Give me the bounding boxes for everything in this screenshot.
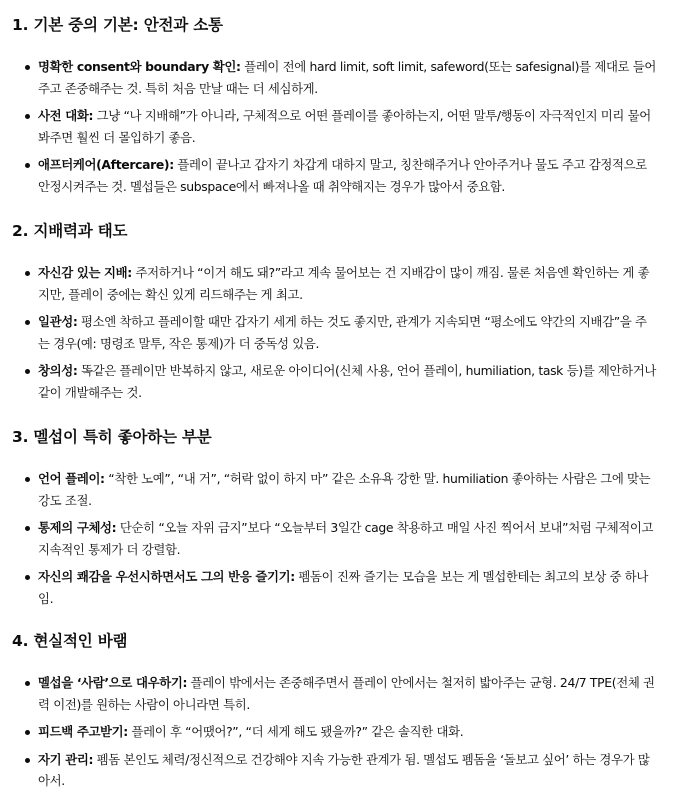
bullet-dot-icon	[25, 730, 30, 735]
item-text: 그냥 “나 지배해”가 아니라, 구체적으로 어떤 플레이를 좋아하는지, 어떤 말투/행동이 자극적인지 미리 물어봐주면 훨씬 더 몰입하기 좋음.	[38, 108, 651, 145]
item-title: 자신감 있는 지배:	[38, 265, 132, 280]
bullet-dot-icon	[25, 65, 30, 70]
list-item	[12, 154, 658, 197]
item-text: 똑같은 플레이만 반복하지 않고, 새로운 아이디어(신체 사용, 언어 플레이, humiliation, task 등)를 제안하거나 같이 개발해주는 것.	[38, 363, 657, 400]
item-title: 피드백 주고받기:	[38, 724, 128, 739]
item-text: 플레이 밖에서는 존중해주면서 플레이 안에서는 철저히 밟아주는 균형. 24/7 TPE(전체 권력 이전)를 원하는 사람이 아니라면 특히.	[38, 675, 655, 712]
item-title: 언어 플레이:	[38, 471, 105, 486]
item-text: 플레이 후 “어땠어?”, “더 세게 해도 됐을까?” 같은 솔직한 대화.	[127, 724, 464, 739]
item-title: 애프터케어(Aftercare):	[38, 157, 174, 172]
bullet-dot-icon	[25, 271, 30, 276]
list-item	[12, 360, 658, 403]
section-3	[12, 426, 658, 615]
section-1	[12, 14, 658, 203]
bullet-dot-icon	[25, 526, 30, 531]
list-item	[12, 721, 658, 743]
item-title: 명확한 consent와 boundary 확인:	[38, 59, 241, 74]
bullet-list	[12, 672, 658, 792]
list-item	[12, 311, 658, 354]
bullet-dot-icon	[25, 575, 30, 580]
list-item	[12, 517, 658, 560]
list-item	[12, 468, 658, 511]
item-text: 플레이 끝나고 갑자기 차갑게 대하지 말고, 칭찬해주거나 안아주거나 물도 주고 감정적으로 안정시켜주는 것. 멜섭들은 subspace에서 빠져나올 때 취약해지는 경우가 많아서 중요함.	[38, 157, 647, 194]
bullet-list	[12, 468, 658, 609]
bullet-dot-icon	[25, 477, 30, 482]
item-title: 창의성:	[38, 363, 78, 378]
bullet-dot-icon	[25, 163, 30, 168]
section-2	[12, 220, 658, 409]
bullet-list	[12, 262, 658, 403]
item-text: “착한 노예”, “내 거”, “허락 없이 하지 마” 같은 소유욕 강한 말. humiliation 좋아하는 사람은 그에 맞는 강도 조절.	[38, 471, 651, 508]
item-text: 단순히 “오늘 자위 금지”보다 “오늘부터 3일간 cage 착용하고 매일 사진 찍어서 보내”처럼 구체적이고 지속적인 통제가 더 강렬함.	[38, 520, 654, 557]
item-text: 평소엔 착하고 플레이할 때만 갑자기 세게 하는 것도 좋지만, 관계가 지속되면 “평소에도 약간의 지배감”을 주는 경우(예: 명령조 말투, 작은 통제)가 더 중독성 있음.	[38, 314, 647, 351]
list-item	[12, 672, 658, 715]
list-item	[12, 566, 658, 609]
section-heading: 3. 멜섭이 특히 좋아하는 부분	[12, 428, 212, 446]
item-title: 사전 대화:	[38, 108, 94, 123]
item-text: 플레이 전에 hard limit, soft limit, safeword(또는 safesignal)를 제대로 들어주고 존중해주는 것. 특히 처음 만날 때는 더 세심하게.	[38, 59, 657, 96]
item-title: 멜섭을 ‘사람’으로 대우하기:	[38, 675, 188, 690]
item-text: 펨돔 본인도 체력/정신적으로 건강해야 지속 가능한 관계가 됨. 멜섭도 펨돔을 ‘돌보고 싶어’ 하는 경우가 많아서.	[38, 751, 650, 788]
item-text: 주저하거나 “이거 해도 돼?”라고 계속 물어보는 건 지배감이 많이 깨짐. 물론 처음엔 확인하는 게 좋지만, 플레이 중에는 확신 있게 리드해주는 게 최고.	[38, 265, 650, 302]
section-heading: 2. 지배력과 태도	[12, 222, 128, 240]
item-title: 일관성:	[38, 314, 78, 329]
bullet-dot-icon	[25, 114, 30, 119]
list-item	[12, 56, 658, 99]
section-4	[12, 630, 658, 798]
bullet-dot-icon	[25, 681, 30, 686]
item-text: 펨돔이 진짜 즐기는 모습을 보는 게 멜섭한테는 최고의 보상 중 하나임.	[38, 569, 649, 606]
bullet-list	[12, 56, 658, 197]
section-heading: 1. 기본 중의 기본: 안전과 소통	[12, 16, 223, 34]
list-item	[12, 105, 658, 148]
list-item	[12, 262, 658, 305]
bullet-dot-icon	[25, 758, 30, 763]
item-title: 자신의 쾌감을 우선시하면서도 그의 반응 즐기기:	[38, 569, 295, 584]
list-item	[12, 749, 658, 792]
item-title: 자기 관리:	[38, 751, 94, 767]
bullet-dot-icon	[25, 320, 30, 325]
item-title: 통제의 구체성:	[38, 520, 117, 535]
bullet-dot-icon	[25, 369, 30, 374]
section-heading: 4. 현실적인 바램	[12, 632, 128, 650]
